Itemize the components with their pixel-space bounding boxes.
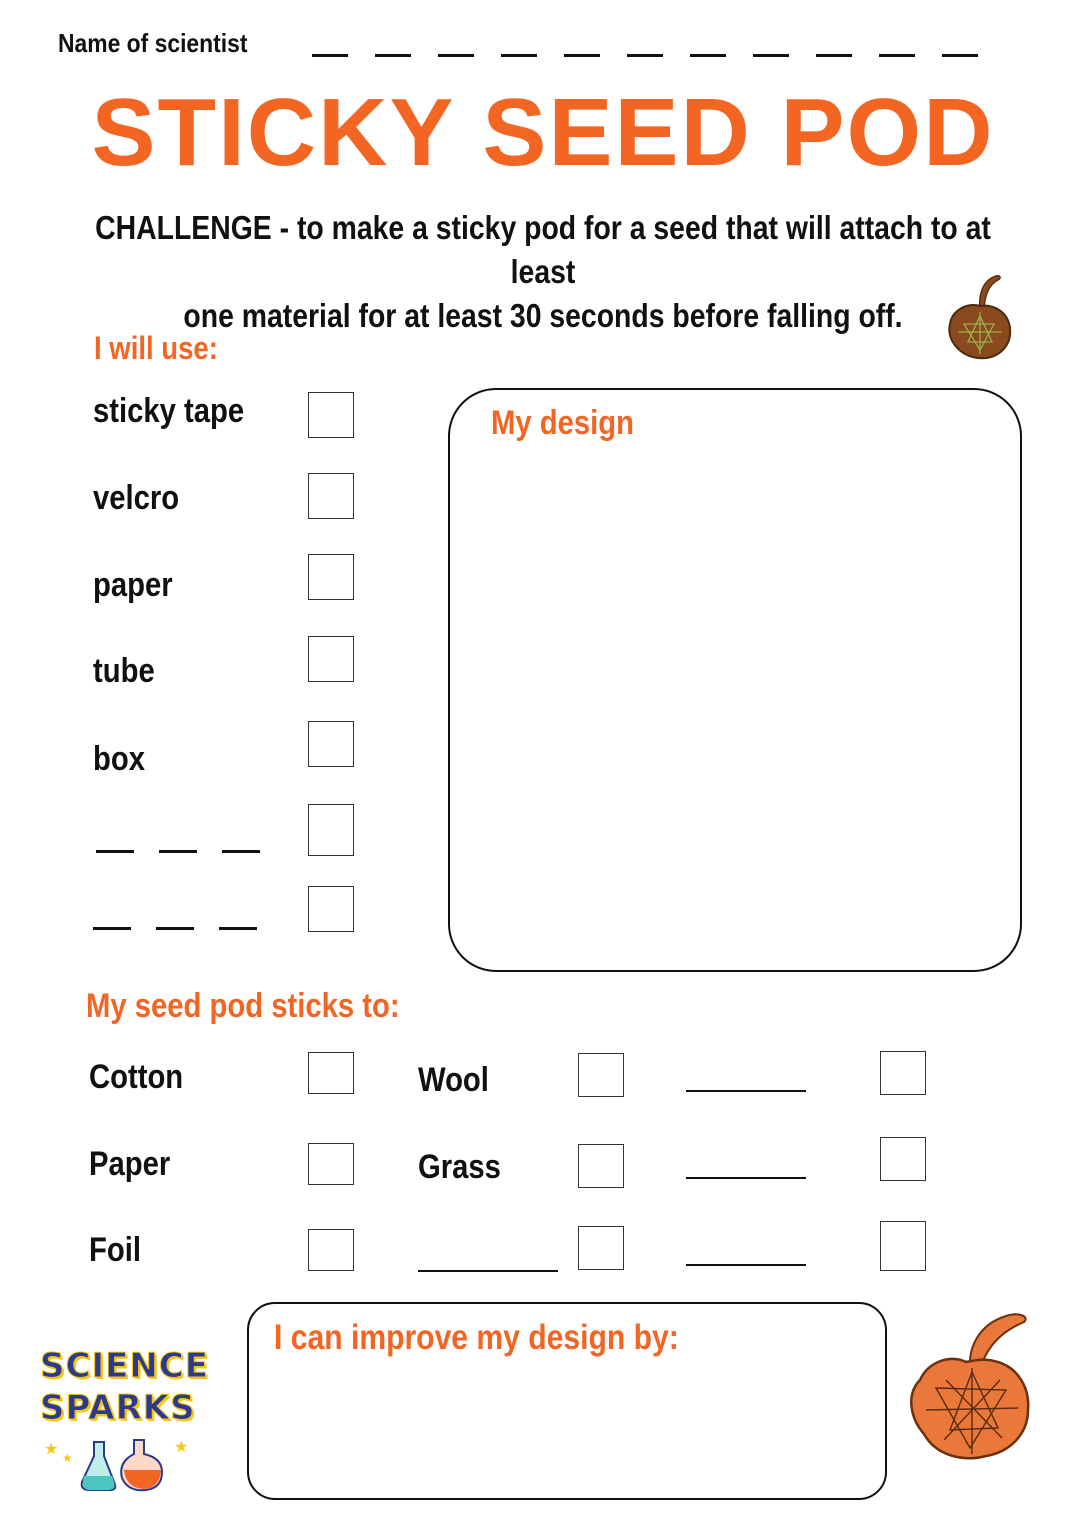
surface-label: Foil (89, 1231, 141, 1269)
sticks-to-heading: My seed pod sticks to: (86, 987, 400, 1025)
will-use-heading: I will use: (94, 330, 218, 366)
challenge-line-1: CHALLENGE - to make a sticky pod for a seed that will attach to at least (95, 209, 991, 290)
material-checkbox[interactable] (308, 886, 354, 932)
material-checkbox[interactable] (308, 721, 354, 767)
surface-checkbox[interactable] (578, 1144, 624, 1188)
surface-checkbox[interactable] (578, 1053, 624, 1097)
science-sparks-logo (38, 1346, 209, 1496)
surface-checkbox[interactable] (308, 1052, 354, 1094)
page-title: STICKY SEED POD (91, 79, 995, 186)
logo-word-science: SCIENCE (40, 1346, 209, 1386)
material-label: sticky tape (93, 392, 245, 430)
challenge-text (85, 206, 1002, 338)
logo-word-sparks: SPARKS (40, 1388, 196, 1428)
material-label: paper (93, 566, 173, 604)
seed-pod-large-icon (906, 1310, 1034, 1470)
material-label: tube (93, 652, 155, 690)
improve-heading: I can improve my design by: (274, 1318, 679, 1357)
material-checkbox[interactable] (308, 636, 354, 682)
surface-blank[interactable] (686, 1090, 806, 1092)
surface-checkbox[interactable] (308, 1143, 354, 1185)
surface-blank[interactable] (686, 1264, 806, 1266)
material-checkbox[interactable] (308, 554, 354, 600)
surface-label: Cotton (89, 1058, 184, 1096)
surface-checkbox[interactable] (308, 1229, 354, 1271)
surface-checkbox[interactable] (880, 1221, 926, 1271)
seed-pod-small-icon (944, 272, 1016, 362)
svg-text:★: ★ (62, 1451, 73, 1465)
design-area[interactable] (448, 388, 1022, 972)
flask-icon (38, 1432, 198, 1496)
svg-text:★: ★ (174, 1437, 189, 1456)
material-checkbox[interactable] (308, 392, 354, 438)
name-label: Name of scientist (58, 28, 248, 58)
surface-label: Grass (418, 1148, 501, 1186)
material-label: box (93, 740, 145, 778)
design-heading: My design (491, 404, 634, 442)
surface-checkbox[interactable] (578, 1226, 624, 1270)
material-checkbox[interactable] (308, 473, 354, 519)
surface-label: Paper (89, 1145, 171, 1183)
svg-text:★: ★ (44, 1439, 59, 1458)
surface-checkbox[interactable] (880, 1137, 926, 1181)
material-label: velcro (93, 479, 180, 517)
surface-blank[interactable] (686, 1177, 806, 1179)
challenge-line-2: one material for at least 30 seconds before falling off. (183, 297, 903, 334)
surface-label: Wool (418, 1061, 489, 1099)
material-checkbox[interactable] (308, 804, 354, 856)
surface-blank[interactable] (418, 1270, 558, 1272)
surface-checkbox[interactable] (880, 1051, 926, 1095)
